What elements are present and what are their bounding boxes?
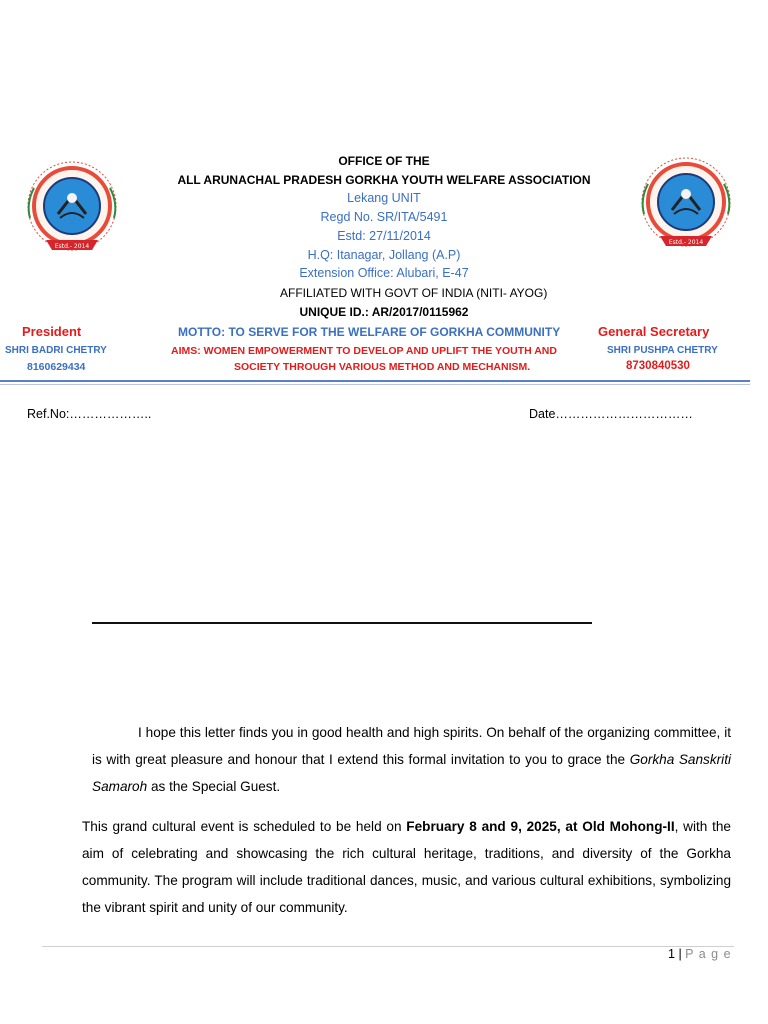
registration-number: Regd No. SR/ITA/5491 (320, 210, 448, 224)
established-date: Estd: 27/11/2014 (337, 229, 431, 243)
extension-office: Extension Office: Alubari, E-47 (299, 266, 469, 280)
paragraph-1: I hope this letter finds you in good health and high spirits. On behalf of the organizing committee, it is with great pleasure and honour that I extend this formal invitation to you to grace the Gorkha Sanskriti Samaroh as the Special Guest. (92, 725, 731, 794)
right-logo (636, 154, 736, 259)
reference-number: Ref.No:……………….. (27, 407, 152, 421)
header-divider-shadow (0, 384, 750, 385)
page-label: P a g e (685, 947, 732, 961)
event-name: Gorkha Sanskriti Samaroh (92, 752, 731, 794)
header-divider (0, 380, 750, 382)
president-title: President (22, 324, 82, 339)
unit-name: Lekang UNIT (347, 191, 421, 205)
page-separator: | (678, 947, 682, 961)
aims-line-1: AIMS: WOMEN EMPOWERMENT TO DEVELOP AND UPLIFT THE YOUTH AND (171, 345, 557, 357)
president-name: SHRI BADRI CHETRY (5, 345, 107, 356)
office-heading: OFFICE OF THE (338, 154, 430, 168)
svg-text:Estd.- 2014: Estd.- 2014 (668, 239, 704, 246)
secretary-phone: 8730840530 (626, 360, 690, 372)
motto: MOTTO: TO SERVE FOR THE WELFARE OF GORKHA COMMUNITY (178, 325, 561, 339)
date-field: Date…………………………… (529, 407, 693, 421)
page-number: 1 (668, 947, 675, 961)
event-dates-venue: February 8 and 9, 2025, at Old Mohong-II (406, 819, 675, 834)
headquarters: H.Q: Itanagar, Jollang (A.P) (307, 248, 461, 262)
paragraph-2: This grand cultural event is scheduled to be held on February 8 and 9, 2025, at Old Mohong-II, with the aim of celebrating and showcasing the rich cultural heritage, traditions, and diversity of the Gorkha community. The program will include traditional dances, music, and various cultural exhibitions, symbolizing the vibrant spirit and unity of our community. (82, 819, 731, 915)
secretary-title: General Secretary (598, 324, 710, 339)
aims-line-2: SOCIETY THROUGH VARIOUS METHOD AND MECHANISM. (234, 361, 531, 373)
president-phone: 8160629434 (27, 361, 86, 373)
association-name: ALL ARUNACHAL PRADESH GORKHA YOUTH WELFARE ASSOCIATION (177, 173, 591, 187)
page-footer (668, 947, 732, 961)
secretary-name: SHRI PUSHPA CHETRY (607, 345, 718, 356)
subject-line (92, 622, 592, 624)
footer-divider (42, 946, 734, 947)
unique-id: UNIQUE ID.: AR/2017/0115962 (299, 305, 469, 319)
svg-text:Estd.- 2014: Estd.- 2014 (54, 243, 90, 250)
affiliation: AFFILIATED WITH GOVT OF INDIA (NITI- AYOG) (280, 286, 548, 300)
